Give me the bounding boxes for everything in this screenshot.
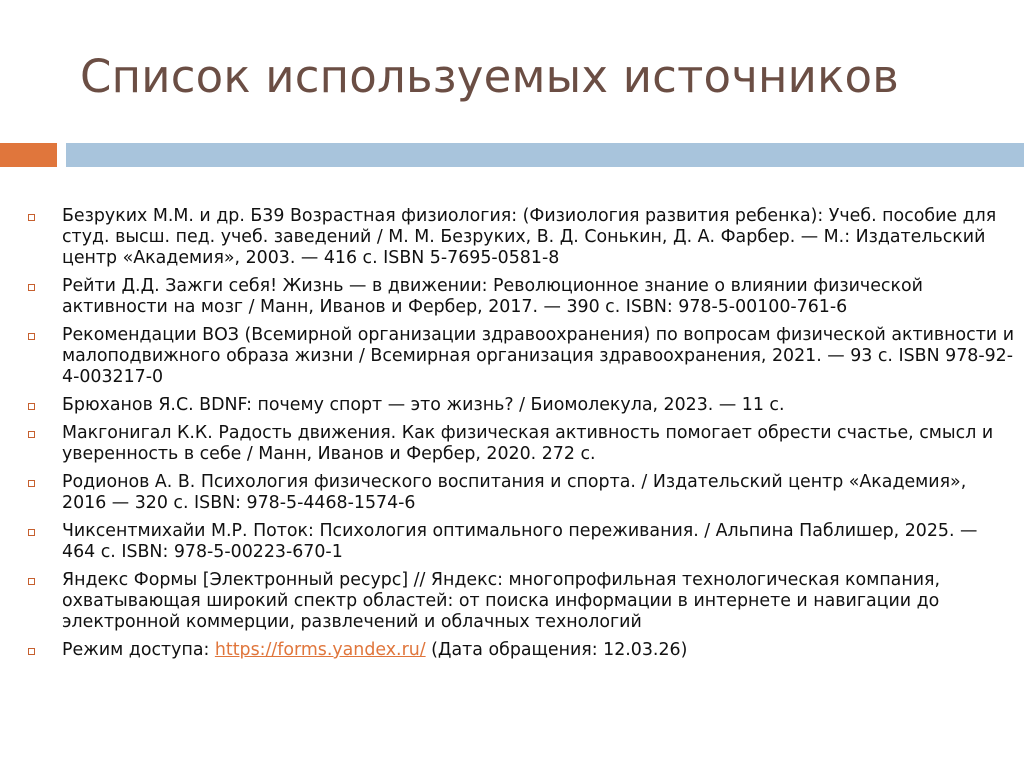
source-list [24, 206, 1014, 668]
square-bullet-icon [28, 403, 35, 410]
source-text: Чиксентмихайи М.Р. Поток: Психология оптимального переживания. / Альпина Паблишер, 2025. — 464 с. ISBN: 978-5-00223-670-1 [62, 521, 978, 562]
source-text: Макгонигал К.К. Радость движения. Как физическая активность помогает обрести счастье, смысл и уверенность в себе / Манн, Иванов и Фербер, 2020. 272 с. [62, 423, 994, 464]
square-bullet-icon [28, 333, 35, 340]
source-text: Рейти Д.Д. Зажги себя! Жизнь — в движении: Революционное знание о влиянии физической активности на мозг / Манн, Иванов и Фербер, 2017. — 390 с. ISBN: 978-5-00100-761-6 [62, 276, 923, 317]
source-item-5 [24, 423, 1014, 465]
source-text: Безруких М.М. и др. Б39 Возрастная физиология: (Физиология развития ребенка): Учеб. пособие для студ. высш. пед. учеб. заведений / М. М. Безруких, В. Д. Сонькин, Д. А. Фарбер. — М.: Издательский центр «Академия», 2003. — 416 с. ISBN 5-7695-0581-8 [62, 206, 997, 268]
access-prefix: Режим доступа: [62, 640, 215, 660]
accent-bar-orange [0, 143, 57, 167]
source-text: Брюханов Я.С. BDNF: почему спорт — это жизнь? / Биомолекула, 2023. — 11 с. [62, 395, 785, 415]
square-bullet-icon [28, 284, 35, 291]
square-bullet-icon [28, 431, 35, 438]
source-text: Яндекс Формы [Электронный ресурс] // Яндекс: многопрофильная технологическая компания, охватывающая широкий спектр областей: от поиска информации в интернете и навигации до электронной коммерции, развлечений и облачных технологий [62, 570, 941, 632]
source-item-8 [24, 570, 1014, 633]
square-bullet-icon [28, 480, 35, 487]
source-text: Рекомендации ВОЗ (Всемирной организации здравоохранения) по вопросам физической активности и малоподвижного образа жизни / Всемирная организация здравоохранения, 2021. — 93 с. ISBN 978-92-4-003217-0 [62, 325, 1015, 387]
source-item-4 [24, 395, 1014, 416]
slide-title: Список используемых источников [80, 50, 899, 103]
source-item-access [24, 640, 1014, 661]
yandex-forms-link[interactable]: https://forms.yandex.ru/ [214, 640, 426, 660]
square-bullet-icon [28, 648, 35, 655]
source-text: Родионов А. В. Психология физического воспитания и спорта. / Издательский центр «Академия», 2016 — 320 с. ISBN: 978-5-4468-1574-6 [62, 472, 967, 513]
source-item-6 [24, 472, 1014, 514]
square-bullet-icon [28, 578, 35, 585]
source-item-2 [24, 276, 1014, 318]
access-suffix: (Дата обращения: 12.03.26) [425, 640, 688, 660]
square-bullet-icon [28, 214, 35, 221]
square-bullet-icon [28, 529, 35, 536]
source-item-3 [24, 325, 1014, 388]
source-item-7 [24, 521, 1014, 563]
source-item-1 [24, 206, 1014, 269]
accent-bar-blue [66, 143, 1024, 167]
